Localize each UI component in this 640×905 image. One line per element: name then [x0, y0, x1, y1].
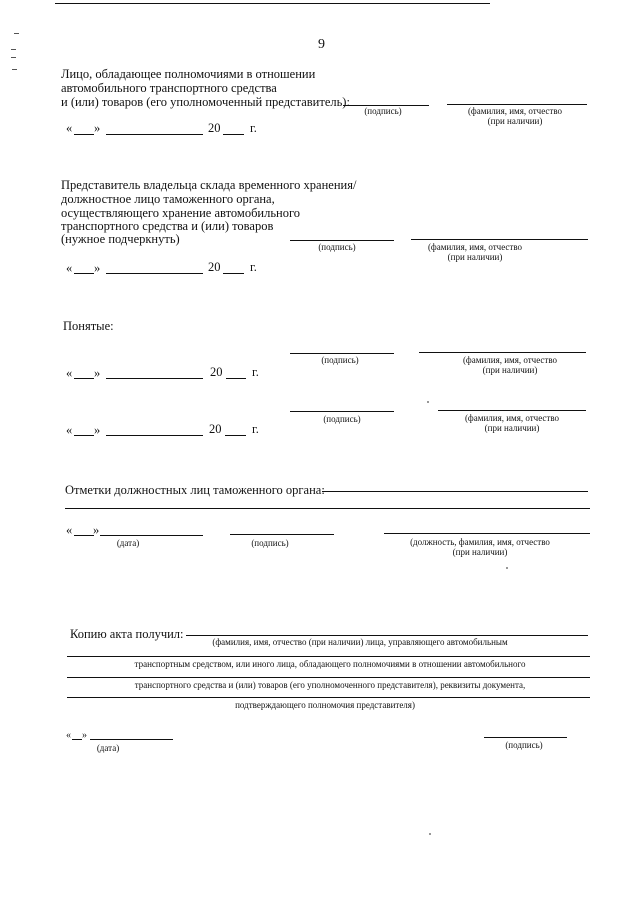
date-year-line[interactable] [225, 435, 246, 436]
date-year-prefix: 20 [209, 422, 222, 436]
date-year-line[interactable] [226, 378, 246, 379]
scan-speck [429, 833, 431, 835]
date-open-quote: « [66, 261, 73, 275]
date-year-suffix: г. [252, 422, 259, 436]
name-line[interactable] [419, 352, 586, 353]
signature-caption: (подпись) [364, 106, 402, 116]
position-line[interactable] [384, 533, 590, 534]
name-caption-2: (при наличии) [487, 116, 543, 126]
date-open-quote: « [66, 423, 73, 437]
date-month-line[interactable] [100, 535, 203, 536]
name-caption-2: (при наличии) [484, 423, 540, 433]
recipient-line[interactable] [67, 656, 590, 657]
name-line[interactable] [447, 104, 587, 105]
recipient-caption-3: транспортного средства и (или) товаров (его уполномоченного представителя), реквизиты документа, [134, 680, 526, 690]
position-caption-1: (должность, фамилия, имя, отчество [410, 537, 550, 547]
date-close-quote: » [94, 366, 101, 380]
signature-caption: (подпись) [251, 538, 289, 548]
margin-mark [11, 49, 16, 50]
signature-caption: (подпись) [505, 740, 543, 750]
section1-line-1: Лицо, обладающее полномочиями в отношении [61, 67, 316, 81]
name-caption-1: (фамилия, имя, отчество [467, 106, 563, 116]
section2-line-1: Представитель владельца склада временного хранения/ [61, 178, 357, 192]
signature-line[interactable] [484, 737, 567, 738]
date-day-line[interactable] [74, 435, 94, 436]
signature-line[interactable] [290, 353, 394, 354]
name-caption-1: (фамилия, имя, отчество [462, 355, 558, 365]
date-month-line[interactable] [106, 134, 203, 135]
date-open-quote: « [66, 366, 73, 380]
customs-notes-title: Отметки должностных лиц таможенного органа: [65, 483, 325, 497]
date-day-line[interactable] [74, 273, 94, 274]
date-year-prefix: 20 [208, 260, 221, 274]
scan-speck [427, 401, 429, 403]
signature-line[interactable] [230, 534, 334, 535]
date-close-quote: » [94, 261, 101, 275]
section1-line-3: и (или) товаров (его уполномоченный представитель): [61, 95, 350, 109]
date-month-line[interactable] [106, 378, 203, 379]
signature-line[interactable] [290, 240, 394, 241]
copy-received-title: Копию акта получил: [70, 627, 184, 641]
date-month-line[interactable] [106, 273, 203, 274]
recipient-caption-2: транспортным средством, или иного лица, обладающего полномочиями в отношении автомобильного [134, 659, 526, 669]
date-open-quote: « [66, 121, 73, 135]
date-close-quote: » [93, 523, 100, 537]
recipient-line[interactable] [186, 635, 588, 636]
date-year-prefix: 20 [208, 121, 221, 135]
position-caption-2: (при наличии) [452, 547, 508, 557]
name-caption-2: (при наличии) [447, 252, 503, 262]
date-year-prefix: 20 [210, 365, 223, 379]
date-close-quote: » [94, 423, 101, 437]
page-number: 9 [318, 37, 325, 52]
margin-mark [14, 33, 19, 34]
date-open-quote: « [66, 523, 73, 537]
notes-line[interactable] [65, 508, 590, 509]
scan-speck [506, 567, 508, 569]
date-year-line[interactable] [223, 273, 244, 274]
margin-mark [11, 57, 16, 58]
top-edge-line [55, 3, 490, 4]
date-open-quote: « [66, 730, 71, 741]
date-year-suffix: г. [250, 121, 257, 135]
signature-caption: (подпись) [323, 414, 361, 424]
section2-line-2: должностное лицо таможенного органа, [61, 192, 275, 206]
signature-caption: (подпись) [321, 355, 359, 365]
date-caption: (дата) [96, 743, 120, 753]
date-day-line[interactable] [74, 378, 94, 379]
section2-line-4: транспортного средства и (или) товаров [61, 219, 274, 233]
date-month-line[interactable] [90, 739, 173, 740]
section2-line-3: осуществляющего хранение автомобильного [61, 206, 301, 220]
date-year-suffix: г. [252, 365, 259, 379]
date-year-line[interactable] [223, 134, 244, 135]
signature-line[interactable] [290, 411, 394, 412]
date-day-line[interactable] [72, 739, 82, 740]
signature-caption: (подпись) [318, 242, 356, 252]
margin-mark [12, 69, 17, 70]
recipient-caption-4: подтверждающего полномочия представителя) [235, 700, 415, 710]
name-caption-1: (фамилия, имя, отчество [427, 242, 523, 252]
date-caption: (дата) [116, 538, 140, 548]
date-close-quote: » [94, 121, 101, 135]
date-day-line[interactable] [74, 535, 94, 536]
recipient-caption-1: (фамилия, имя, отчество (при наличии) лица, управляющего автомобильным [212, 637, 508, 647]
section2-line-5: (нужное подчеркнуть) [61, 232, 180, 246]
name-line[interactable] [438, 410, 586, 411]
name-line[interactable] [411, 239, 588, 240]
name-caption-2: (при наличии) [482, 365, 538, 375]
date-close-quote: » [82, 730, 87, 741]
date-year-suffix: г. [250, 260, 257, 274]
notes-line[interactable] [322, 491, 588, 492]
witnesses-title: Понятые: [63, 319, 114, 333]
recipient-line[interactable] [67, 697, 590, 698]
date-day-line[interactable] [74, 134, 94, 135]
name-caption-1: (фамилия, имя, отчество [464, 413, 560, 423]
recipient-line[interactable] [67, 677, 590, 678]
date-month-line[interactable] [106, 435, 203, 436]
section1-line-2: автомобильного транспортного средства [61, 81, 277, 95]
